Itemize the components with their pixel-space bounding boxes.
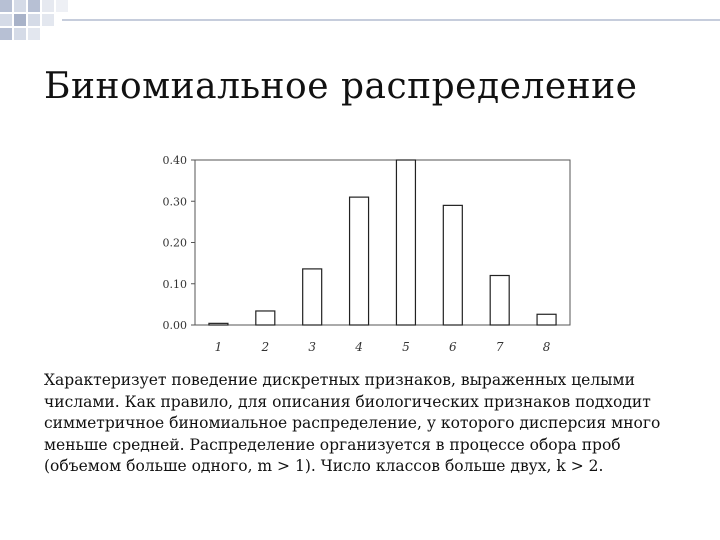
- deco-square: [28, 0, 40, 12]
- deco-square: [14, 0, 26, 12]
- binomial-bar-chart: [140, 145, 580, 365]
- plot-frame: [195, 160, 570, 325]
- x-tick-label: 7: [495, 340, 504, 354]
- deco-square: [28, 28, 40, 40]
- decorative-squares: [0, 0, 720, 48]
- x-tick-label: 4: [355, 340, 363, 354]
- bar-5: [396, 160, 415, 325]
- x-tick-label: 6: [448, 340, 457, 354]
- bar-7: [490, 276, 509, 326]
- y-tick-label: 0.20: [162, 236, 187, 250]
- bar-8: [537, 314, 556, 325]
- bar-4: [350, 197, 369, 325]
- bar-6: [443, 205, 462, 325]
- x-tick-label: 3: [308, 340, 317, 354]
- bar-2: [256, 311, 275, 325]
- deco-square: [14, 28, 26, 40]
- deco-square: [28, 14, 40, 26]
- deco-square: [42, 0, 54, 12]
- slide-title: Биномиальное распределение: [44, 66, 638, 107]
- x-tick-label: 8: [542, 340, 551, 354]
- y-tick-label: 0.10: [162, 277, 187, 291]
- x-tick-label: 1: [214, 340, 223, 354]
- x-tick-label: 2: [261, 340, 270, 354]
- deco-square: [56, 0, 68, 12]
- deco-square: [0, 14, 12, 26]
- deco-square: [14, 14, 26, 26]
- slide-body-text: Характеризует поведение дискретных признаков, выраженных целыми числами. Как правило, для описания биологических признаков подходит симметричное биномиальное распределение, у которого дисперсия много меньше средней. Распределение организуется в процессе обора проб (объемом больше одного, m > 1). Число классов больше двух, k > 2.: [44, 371, 661, 476]
- bar-1: [209, 323, 228, 325]
- y-tick-label: 0.00: [162, 319, 187, 332]
- bar-3: [303, 269, 322, 325]
- y-tick-label: 0.40: [162, 154, 187, 167]
- deco-square: [42, 14, 54, 26]
- deco-square: [0, 28, 12, 40]
- deco-square: [0, 0, 12, 12]
- y-tick-label: 0.30: [162, 195, 187, 209]
- x-tick-label: 5: [402, 340, 410, 354]
